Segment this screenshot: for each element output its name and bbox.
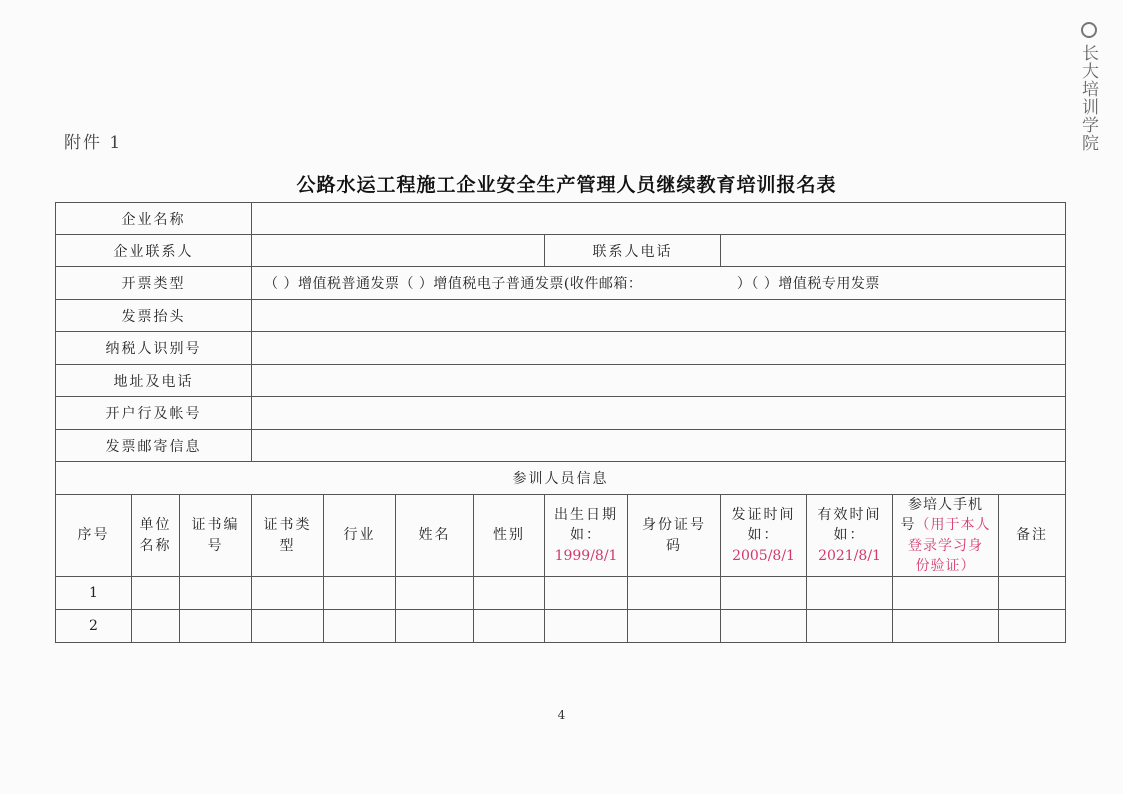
row-number: 1 — [56, 577, 132, 610]
table-cell[interactable] — [999, 610, 1066, 643]
col-seq: 序号 — [56, 495, 132, 577]
invoice-type-options[interactable]: （ ）增值税普通发票（ ）增值税电子普通发票(收件邮箱： ）（ ）增值税专用发票 — [252, 267, 1066, 300]
company-contact-field[interactable] — [252, 235, 545, 267]
taxpayer-id-field[interactable] — [252, 332, 1066, 365]
table-cell[interactable] — [132, 577, 180, 610]
table-row — [56, 577, 1066, 610]
table-cell[interactable] — [721, 577, 807, 610]
table-cell[interactable] — [396, 610, 474, 643]
bank-account-field[interactable] — [252, 397, 1066, 430]
bank-account-label: 开户行及帐号 — [56, 397, 252, 430]
contact-phone-field[interactable] — [721, 235, 1066, 267]
table-cell[interactable] — [132, 610, 180, 643]
invoice-mail-field[interactable] — [252, 430, 1066, 462]
col-trainee-phone: 参培人手机 号（用于本人 登录学习身 份验证） — [893, 495, 999, 577]
table-cell[interactable] — [180, 610, 252, 643]
col-name: 姓名 — [396, 495, 474, 577]
form-title: 公路水运工程施工企业安全生产管理人员继续教育培训报名表 — [296, 174, 837, 196]
table-cell[interactable] — [252, 577, 324, 610]
col-id-number: 身份证号 码 — [628, 495, 721, 577]
col-unit: 单位 名称 — [132, 495, 180, 577]
page-number: 4 — [557, 708, 566, 722]
registration-form-table — [55, 202, 1066, 643]
invoice-title-field[interactable] — [252, 300, 1066, 332]
table-cell[interactable] — [180, 577, 252, 610]
col-remark: 备注 — [999, 495, 1066, 577]
phone-note: （用于本人 — [915, 517, 991, 534]
trainee-header-row — [56, 495, 1066, 577]
table-cell[interactable] — [324, 610, 396, 643]
col-issue-date: 发证时间 如： 2005/8/1 — [721, 495, 807, 577]
company-contact-label: 企业联系人 — [56, 235, 252, 267]
row-number: 2 — [56, 610, 132, 643]
table-cell[interactable] — [721, 610, 807, 643]
col-valid-date: 有效时间 如： 2021/8/1 — [807, 495, 893, 577]
col-gender: 性别 — [474, 495, 545, 577]
table-cell[interactable] — [807, 577, 893, 610]
wechat-logo-icon — [1081, 22, 1097, 38]
birth-date-example: 1999/8/1 — [554, 547, 618, 564]
col-cert-type: 证书类 型 — [252, 495, 324, 577]
issue-date-example: 2005/8/1 — [732, 547, 795, 564]
invoice-type-label: 开票类型 — [56, 267, 252, 300]
invoice-mail-label: 发票邮寄信息 — [56, 430, 252, 462]
address-phone-label: 地址及电话 — [56, 365, 252, 397]
attachment-label: 附件 1 — [64, 133, 123, 153]
table-cell[interactable] — [999, 577, 1066, 610]
trainee-section-header: 参训人员信息 — [56, 462, 1066, 495]
watermark — [1076, 22, 1101, 152]
table-cell[interactable] — [396, 577, 474, 610]
watermark-text: 长大培训学院 — [1078, 44, 1098, 152]
col-industry: 行业 — [324, 495, 396, 577]
table-cell[interactable] — [252, 610, 324, 643]
table-cell[interactable] — [628, 577, 721, 610]
table-cell[interactable] — [474, 577, 545, 610]
invoice-title-label: 发票抬头 — [56, 300, 252, 332]
table-cell[interactable] — [545, 577, 628, 610]
valid-date-example: 2021/8/1 — [818, 547, 881, 564]
table-cell[interactable] — [545, 610, 628, 643]
table-cell[interactable] — [474, 610, 545, 643]
contact-phone-label: 联系人电话 — [545, 235, 721, 267]
address-phone-field[interactable] — [252, 365, 1066, 397]
table-cell[interactable] — [628, 610, 721, 643]
col-cert-number: 证书编 号 — [180, 495, 252, 577]
col-birth-date: 出生日期 如： 1999/8/1 — [545, 495, 628, 577]
table-cell[interactable] — [893, 577, 999, 610]
table-row — [56, 610, 1066, 643]
table-cell[interactable] — [893, 610, 999, 643]
taxpayer-id-label: 纳税人识别号 — [56, 332, 252, 365]
table-cell[interactable] — [324, 577, 396, 610]
company-name-field[interactable] — [252, 203, 1066, 235]
table-cell[interactable] — [807, 610, 893, 643]
company-name-label: 企业名称 — [56, 203, 252, 235]
